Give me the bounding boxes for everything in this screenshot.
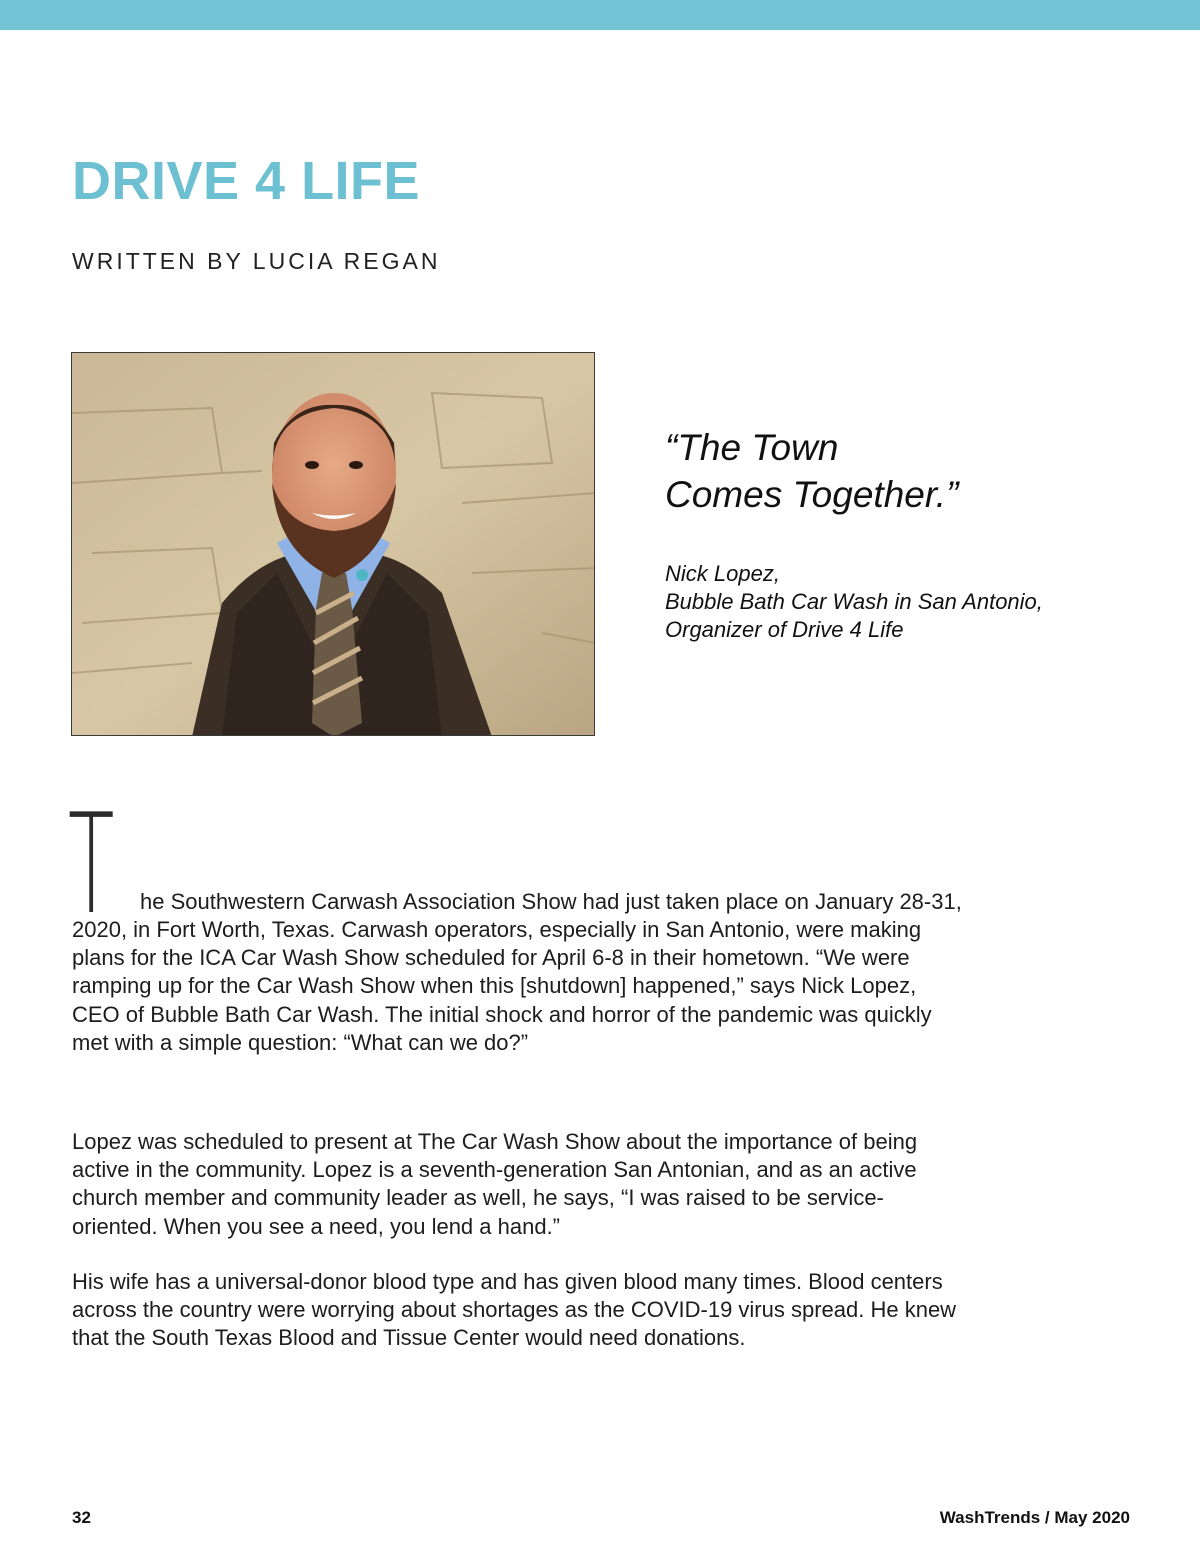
paragraph-line: church member and community leader as well, he says, “I was raised to be service- <box>72 1185 884 1211</box>
paragraph-line: CEO of Bubble Bath Car Wash. The initial shock and horror of the pandemic was quickly <box>72 1001 932 1027</box>
paragraph-line: plans for the ICA Car Wash Show scheduled for April 6-8 in their hometown. “We were <box>72 945 910 971</box>
paragraph-line: Lopez was scheduled to present at The Car Wash Show about the importance of being <box>72 1129 918 1154</box>
article-title: DRIVE 4 LIFE <box>72 151 421 211</box>
portrait-photo <box>71 352 595 736</box>
top-accent-bar <box>0 0 1200 30</box>
publication-footer: WashTrends / May 2020 <box>939 1508 1130 1527</box>
attribution-name: Nick Lopez, <box>665 561 780 586</box>
paragraph-line: ramping up for the Car Wash Show when this [shutdown] happened,” says Nick Lopez, <box>72 973 917 999</box>
attribution-company: Bubble Bath Car Wash in San Antonio, <box>665 589 1043 614</box>
paragraph-3 <box>72 1268 1132 1353</box>
paragraph-line: across the country were worrying about shortages as the COVID-19 virus spread. He knew <box>72 1297 957 1323</box>
article-byline: WRITTEN BY LUCIA REGAN <box>72 248 441 274</box>
quote-attribution <box>665 560 1145 644</box>
paragraph-line: met with a simple question: “What can we do?” <box>72 1029 529 1055</box>
pull-quote-line: Comes Together.” <box>665 474 959 515</box>
pull-quote-line: “The Town <box>665 427 839 468</box>
paragraph-line: active in the community. Lopez is a seventh-generation San Antonian, and as an active <box>72 1157 917 1183</box>
drop-cap: T <box>68 784 115 945</box>
attribution-role: Organizer of Drive 4 Life <box>665 617 904 642</box>
paragraph-line: oriented. When you see a need, you lend a hand.” <box>72 1213 561 1239</box>
paragraph-line: 2020, in Fort Worth, Texas. Carwash operators, especially in San Antonio, were making <box>72 917 922 942</box>
paragraph-2 <box>72 1128 1132 1241</box>
pull-quote <box>665 424 1125 518</box>
paragraph-line: His wife has a universal-donor blood type and has given blood many times. Blood centers <box>72 1269 943 1294</box>
paragraph-line: that the South Texas Blood and Tissue Center would need donations. <box>72 1325 746 1351</box>
page-number: 32 <box>72 1508 91 1527</box>
paragraph-line: he Southwestern Carwash Association Show had just taken place on January 28-31, <box>140 889 962 914</box>
paragraph-1 <box>72 916 1132 1057</box>
